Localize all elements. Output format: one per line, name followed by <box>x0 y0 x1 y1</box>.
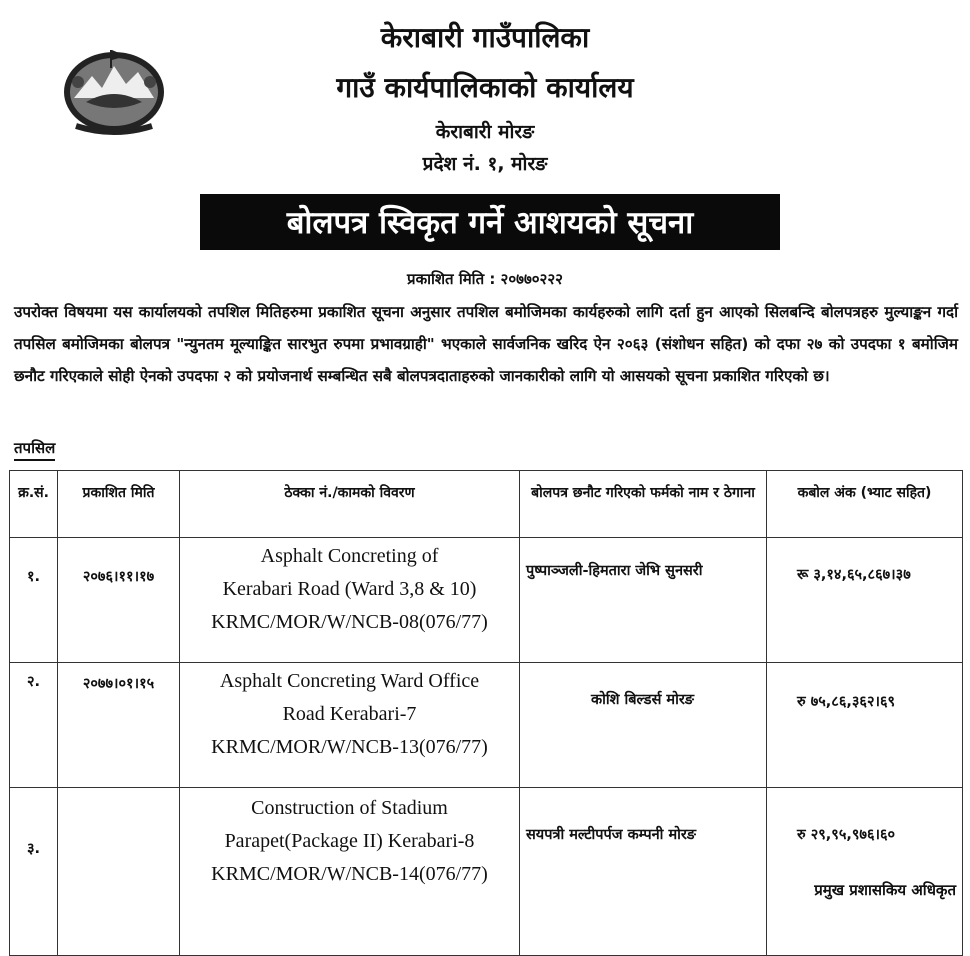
row-work <box>180 663 520 788</box>
tapsil-label: तपसिल <box>14 438 55 461</box>
table-row <box>10 538 963 663</box>
work-line: KRMC/MOR/W/NCB-08(076/77) <box>211 611 488 633</box>
signoff-title: प्रमुख प्रशासकिय अधिकृत <box>814 881 956 899</box>
office-location: केराबारी मोरङ <box>435 121 535 143</box>
header-firm: बोलपत्र छनौट गरिएको फर्मको नाम र ठेगाना <box>520 471 767 538</box>
row-date: २०७६।११।१७ <box>58 538 180 663</box>
published-date: प्रकाशित मिति : २०७७०२२२ <box>407 270 563 288</box>
row-amount: रू ३,१४,६५,८६७।३७ <box>767 538 963 663</box>
office-name: केराबारी गाउँपालिका <box>380 21 590 54</box>
header-amount: कबोल अंक (भ्याट सहित) <box>767 471 963 538</box>
office-province: प्रदेश नं. १, मोरङ <box>422 153 548 175</box>
table-row <box>10 788 963 956</box>
row-sn: २. <box>10 663 58 788</box>
work-line: Parapet(Package II) Kerabari-8 <box>224 830 475 852</box>
row-firm: पुष्पाञ्जली-हिमतारा जेभि सुनसरी <box>520 538 767 663</box>
office-subtitle: गाउँ कार्यपालिकाको कार्यालय <box>336 71 634 104</box>
work-line: Road Kerabari-7 <box>282 703 417 725</box>
notice-paragraph: उपरोक्त विषयमा यस कार्यालयको तपशिल मितिहरुमा प्रकाशित सूचना अनुसार तपशिल बमोजिमका कार्यहरुको लागि दर्ता हुन आएको सिलबन्दि बोलपत्रहरु मुल्याङ्कन गर्दा तपसिल बमोजिमका बोलपत्र "न्युनतम मूल्याङ्कित सारभुत रुपमा प्रभावग्राही" भएकाले सार्वजनिक खरिद ऐन २०६३ (संशोधन सहित) को दफा २७ को उपदफा १ बमोजिम छनौट गरिएकाले सोही ऐनको उपदफा २ को प्रयोजनार्थ सम्बन्धित सबै बोलपत्रदाताहरुको जानकारीको लागि यो आसयको सूचना प्रकाशित गरिएको छ। <box>14 303 958 385</box>
work-line: KRMC/MOR/W/NCB-13(076/77) <box>211 736 488 758</box>
header-work: ठेक्का नं./कामको विवरण <box>180 471 520 538</box>
row-date: २०७७।०१।१५ <box>58 663 180 788</box>
row-work <box>180 538 520 663</box>
row-firm: सयपत्री मल्टीपर्पज कम्पनी मोरङ <box>520 788 767 956</box>
work-line: Kerabari Road (Ward 3,8 & 10) <box>222 578 477 600</box>
row-date <box>58 788 180 956</box>
row-amount: रु ७५,८६,३६२।६९ <box>767 663 963 788</box>
work-line: KRMC/MOR/W/NCB-14(076/77) <box>211 863 488 885</box>
row-amount: रु २९,९५,९७६।६० <box>767 788 963 956</box>
table-header-row <box>10 471 963 538</box>
header-sn: क्र.सं. <box>10 471 58 538</box>
row-sn: ३. <box>10 788 58 956</box>
work-line: Asphalt Concreting Ward Office <box>219 670 480 692</box>
work-line: Asphalt Concreting of <box>260 545 439 567</box>
header-date: प्रकाशित मिति <box>58 471 180 538</box>
row-sn: १. <box>10 538 58 663</box>
row-firm: कोशि बिल्डर्स मोरङ <box>520 663 767 788</box>
row-work <box>180 788 520 956</box>
work-line: Construction of Stadium <box>251 797 448 819</box>
table-row <box>10 663 963 788</box>
notice-banner-title: बोलपत्र स्विकृत गर्ने आशयको सूचना <box>200 194 780 250</box>
